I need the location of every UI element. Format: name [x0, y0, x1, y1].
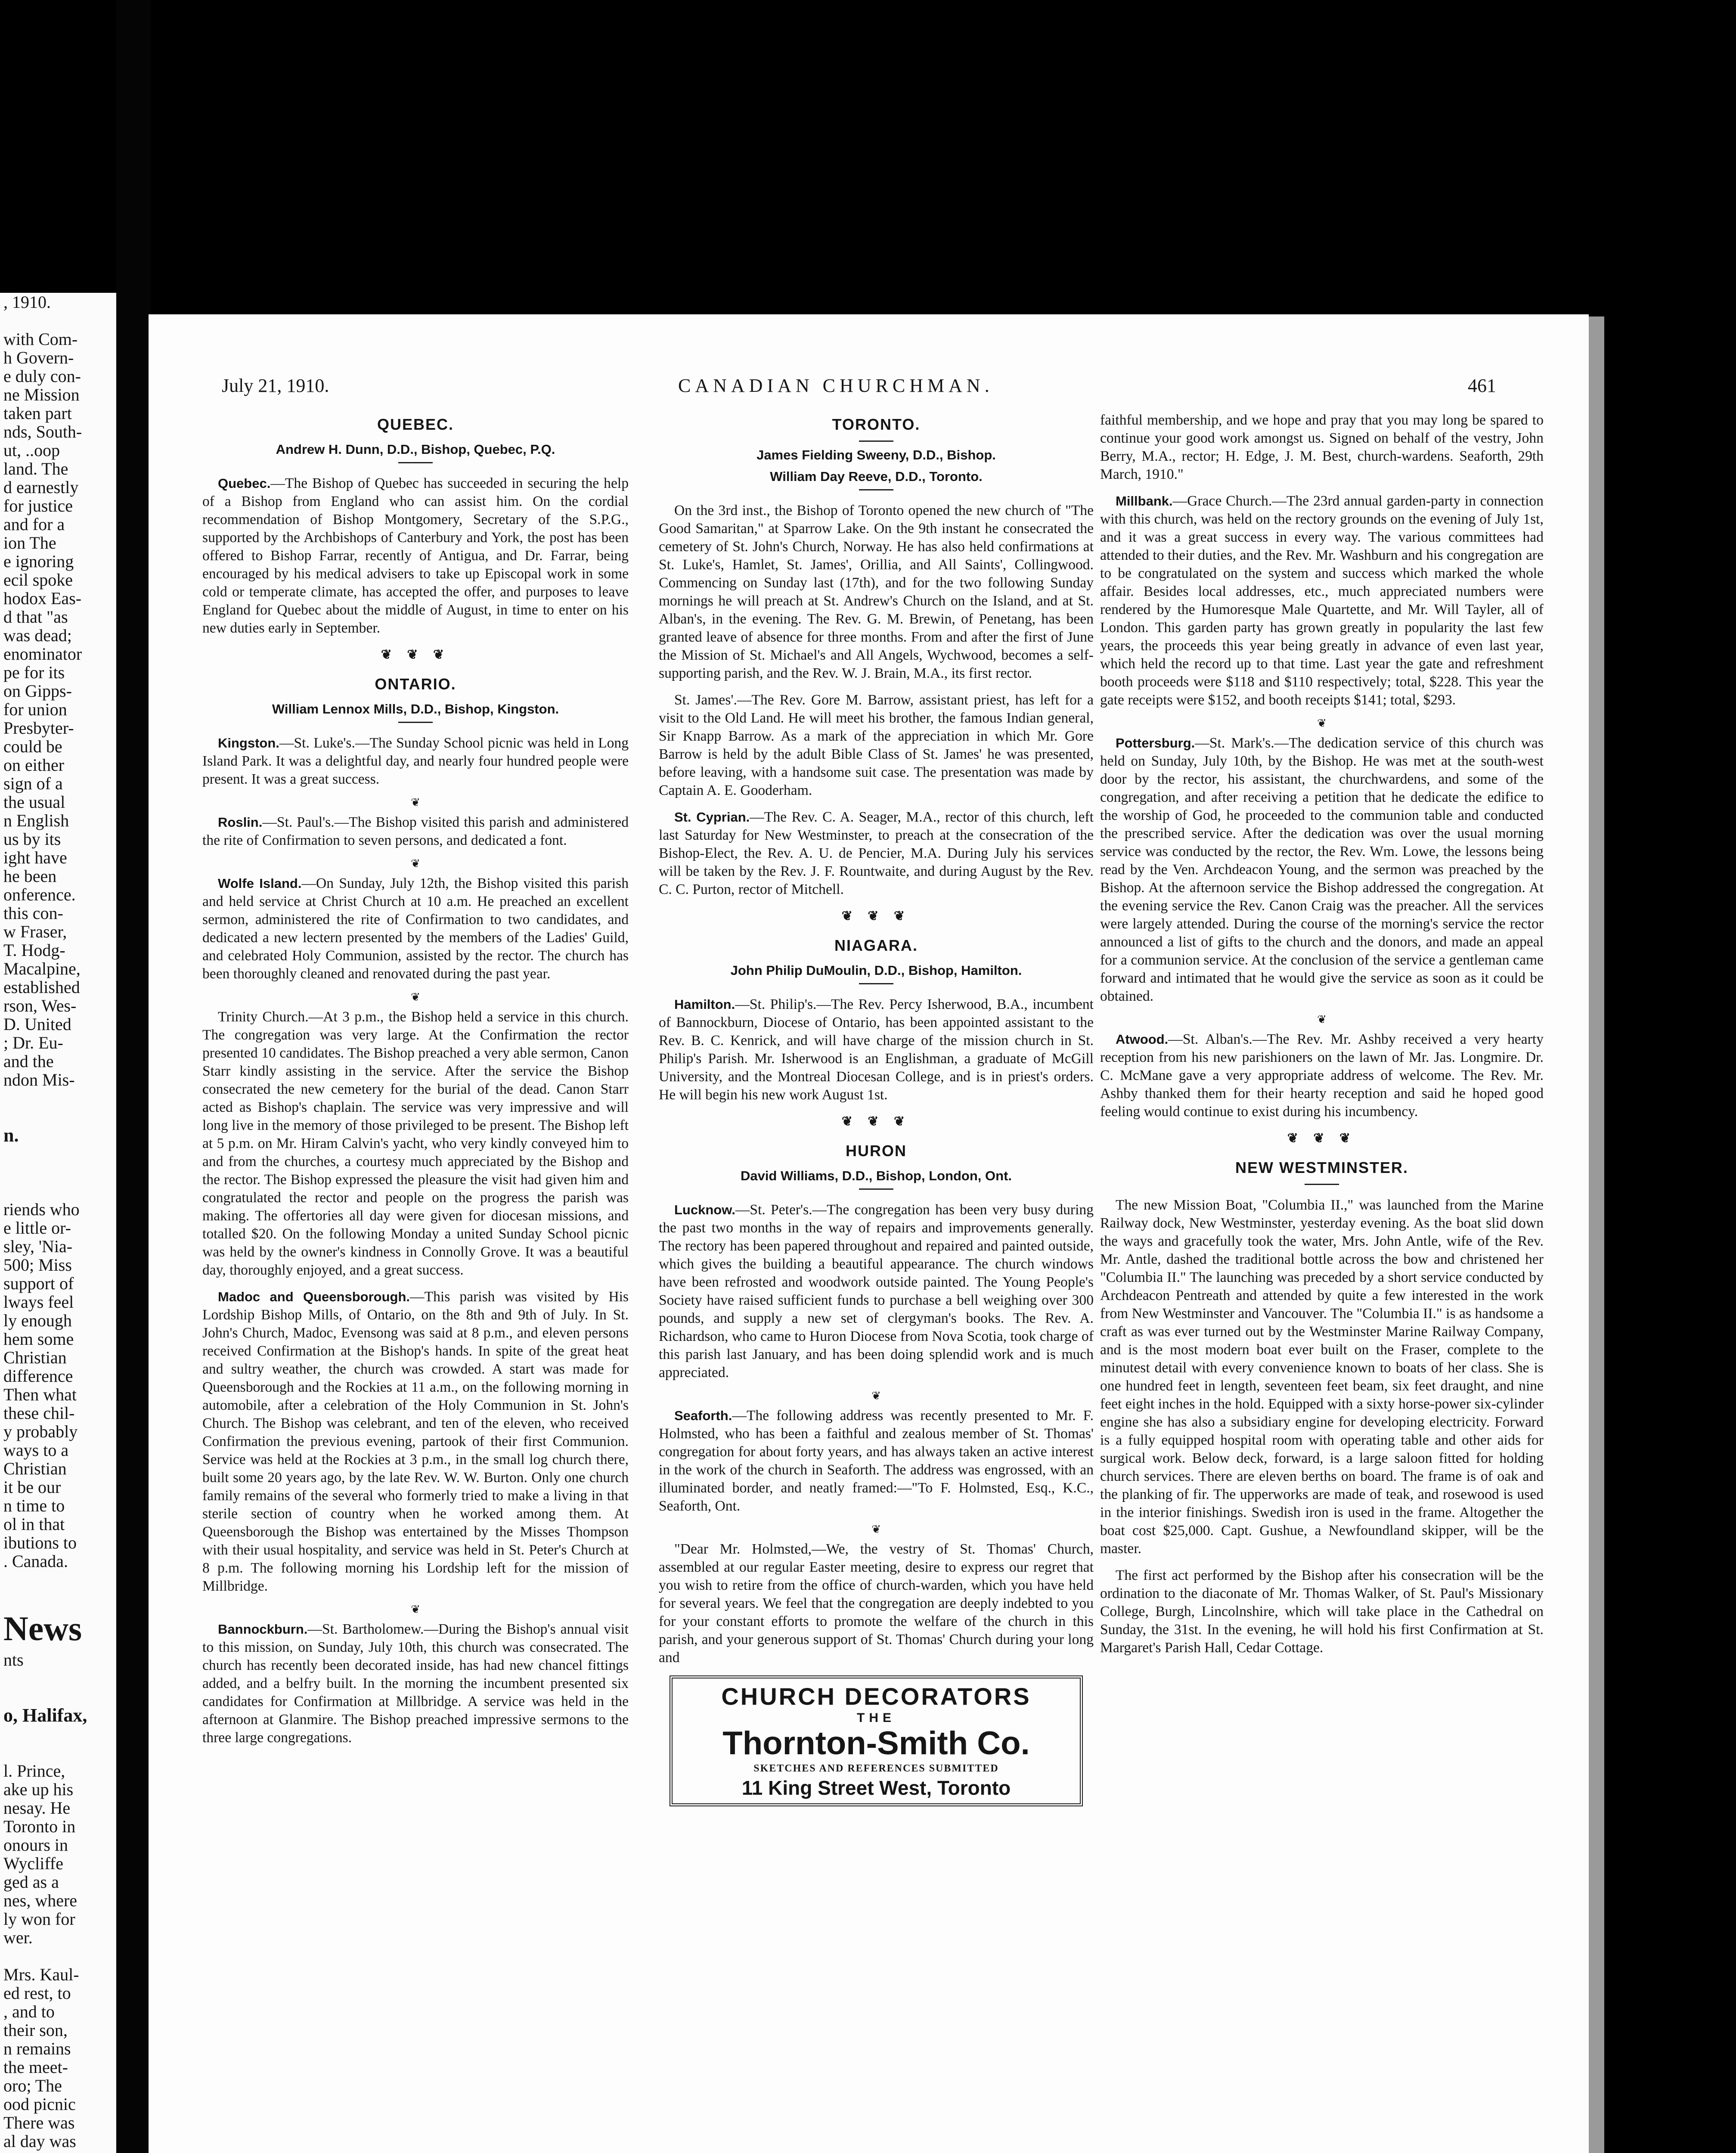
separator-ornament: ❦ [411, 857, 420, 870]
place-name: Atwood. [1116, 1032, 1169, 1047]
separator-ornament: ❦ [411, 991, 420, 1003]
fragment-line: ways to a [3, 1440, 69, 1460]
article-paragraph [659, 1540, 1094, 1667]
fragment-line: l. Prince, [3, 1761, 65, 1781]
fragment-line: n English [3, 811, 69, 830]
place-name: Lucknow. [674, 1202, 735, 1217]
fragment-line: n. [3, 1125, 19, 1146]
paragraph-text: —St. Luke's.—The Sunday School picnic was held in Long Island Park. It was a delightful day, and nearly four hundred people were present. It was a great success. [202, 735, 629, 787]
fragment-line: ion The [3, 533, 56, 552]
fragment-line: difference [3, 1366, 73, 1386]
fragment-line: taken part [3, 403, 72, 423]
bishop-line-quebec: Andrew H. Dunn, D.D., Bishop, Quebec, P.Q. [276, 442, 555, 457]
place-name: Wolfe Island. [218, 876, 302, 891]
column-2 [659, 411, 1094, 1806]
section-ornament: ❦ ❦ ❦ [1287, 1131, 1357, 1145]
place-name: St. Cyprian. [674, 810, 750, 825]
fragment-line: enominator [3, 644, 82, 664]
fragment-line: ood picnic [3, 2094, 76, 2114]
ad-line-1: CHURCH DECORATORS [721, 1683, 1031, 1710]
article-paragraph [202, 875, 629, 983]
fragment-line: ; Dr. Eu- [3, 1033, 63, 1052]
fragment-line: ne Mission [3, 385, 80, 404]
fragment-line: d that "as [3, 607, 68, 627]
fragment-line: ed rest, to [3, 1983, 71, 2003]
fragment-line: ake up his [3, 1780, 74, 1799]
paragraph-text: —The following address was recently presented to Mr. F. Holmsted, who has been a faithful and zealous member of St. Thomas' congregation for about forty years, and has always taken an active interest in the work of the church in Seaforth. The address was engrossed, with an illuminated border, and neatly framed:—"To F. Holmsted, Esq., K.C., Seaforth, Ont. [659, 1408, 1094, 1514]
fragment-line: ight have [3, 848, 67, 867]
fragment-line: ut, ..oop [3, 441, 60, 460]
paragraph-text: —The Bishop of Quebec has succeeded in securing the help of a Bishop from England who can assist him. On the cordial recommendation of Bishop Montgomery, Secretary of the S.P.G., supported by the Archbishops of Canterbury and York, the post has been offered to Bishop Farrar, recently of Antigua, and Dr. Farrar, being encouraged by his medical advisers to take up Episcopal work in some cold or temperate climate, has accepted the offer, and purposes to leave England for Quebec about the middle of August, in time to enter on his new duties early in September. [202, 475, 629, 636]
article-paragraph [1100, 1196, 1544, 1558]
article-paragraph [1100, 492, 1544, 709]
fragment-line: this con- [3, 903, 63, 923]
fragment-line: ged as a [3, 1872, 59, 1892]
bishop-line-huron: David Williams, D.D., Bishop, London, Ont. [740, 1168, 1012, 1183]
bishop-line-toronto-2: William Day Reeve, D.D., Toronto. [770, 469, 983, 484]
fragment-line: on Gipps- [3, 681, 72, 701]
niagara-items [659, 996, 1094, 1104]
fragment-line: rson, Wes- [3, 996, 77, 1015]
fragment-line: w Fraser, [3, 922, 67, 941]
fragment-line: Presbyter- [3, 718, 74, 738]
fragment-line: e little or- [3, 1218, 71, 1238]
separator-ornament: ❦ [871, 1523, 881, 1536]
fragment-line: the usual [3, 792, 65, 812]
fragment-line: ecil spoke [3, 570, 73, 589]
continued-paragraph: faithful membership, and we hope and pray that you may long be spared to continue your good work amongst us. Signed on behalf of the vestry, John Berry, M.A., rector; H. Edge, J. M. Best, church-wardens. Seaforth, 29th March, 1910." [1100, 412, 1544, 482]
paragraph-text: —St. Bartholomew.—During the Bishop's annual visit to this mission, on Sunday, July 10th, this church was consecrated. The church has recently been decorated inside, has had new chancel fittings added, and a belfry built. In the morning the incumbent presented six candidates for Confirmation at Millbridge. A service was held in the afternoon at Glanmire. The Bishop preached impressive sermons to the three large congregations. [202, 1621, 629, 1746]
fragment-line: nds, South- [3, 422, 82, 441]
paragraph-text: Trinity Church.—At 3 p.m., the Bishop held a service in this church. The congregation was very large. At the Confirmation the rector presented 10 candidates. The Bishop preached a very able sermon, Canon Starr kindly assisting in the service. After the service the Bishop consecrated the new cemetery for the burial of the dead. Canon Starr acted as Bishop's chaplain. The service was very impressive and will long live in the memory of those privileged to be present. The Bishop left at 5 p.m. on Mr. Hiram Calvin's yacht, who very kindly conveyed him to and from the churches, a courtesy much appreciated by the Bishop and the rector. The Bishop expressed the pleasure the visit had given him and congratulated the rector and people on the progress the parish was making. The offertories all day were given for diocesan missions, and totalled $20. On the following Monday a united Sunday School picnic was held by the owner's kindness in Connolly Grove. It was a beautiful day, thoroughly enjoyed, and a great success. [202, 1009, 629, 1278]
fragment-line: Wycliffe [3, 1854, 64, 1873]
fragment-line: d earnestly [3, 478, 79, 497]
fragment-line: lways feel [3, 1292, 74, 1312]
article-paragraph [202, 475, 629, 637]
article-paragraph [202, 813, 629, 850]
ad-company-name: Thornton-Smith Co. [722, 1725, 1030, 1762]
fragment-line: T. Hodg- [3, 940, 65, 960]
place-name: Kingston. [218, 735, 279, 751]
article-paragraph [202, 1008, 629, 1279]
paragraph-text: —On Sunday, July 12th, the Bishop visited this parish and held service at Christ Church at 10 a.m. He preached an excellent sermon, administered the rite of Confirmation to two candidates, and dedicated a new lectern presented by the members of the Ladies' Guild, and celebrated Holy Communion, assisted by the rector. The church has been thoroughly cleaned and renovated during the past year. [202, 875, 629, 982]
fragment-line: could be [3, 737, 62, 756]
fragment-line: There was [3, 2113, 75, 2132]
bishop-line-niagara: John Philip DuMoulin, D.D., Bishop, Hamilton. [730, 963, 1022, 978]
bishop-line-ontario: William Lennox Mills, D.D., Bishop, Kingston. [272, 701, 559, 717]
fragment-line: News [3, 1610, 82, 1648]
section-heading-quebec: QUEBEC. [377, 416, 454, 433]
page-date: July 21, 1910. [222, 375, 329, 396]
bishop-line-toronto-1: James Fielding Sweeny, D.D., Bishop. [756, 447, 996, 462]
paragraph-text: The new Mission Boat, "Columbia II.," was launched from the Marine Railway dock, New Westminster, yesterday evening. As the boat slid down the ways and gracefully took the water, Mrs. John Antle, wife of the Rev. Mr. Antle, dashed the traditional bottle across the bow and christened her "Columbia II." The launching was preceded by a short service conducted by Archdeacon Pentreath and attended by quite a few interested in the work from New Westminster and Vancouver. The "Columbia II." is as handsome a craft as was ever turned out by the Westminster Marine Railway Company, and is the most modern boat ever built on the Fraser, complete to the minutest detail with every convenience known to boats of her class. She is one hundred feet in length, seventeen feet beam, six feet draught, and nine feet eight inches in the hold. Equipped with a sixty horse-power six-cylinder engine she has also a subsidiary engine for developing electricity. Forward is a fully equipped hospital room with operating table and other aids for surgical work. Below deck, forward, is a large saloon fitted for holding church services. There are eleven berths on board. The frame is of oak and the planking of fir. The upperworks are made of teak, and rosewood is used in the interior finishings. Swedish iron is used in the frame. Altogether the boat cost $25,000. Capt. Gushue, a Newfoundland skipper, will be the master. [1100, 1197, 1544, 1557]
fragment-line: riends who [3, 1200, 80, 1219]
fragment-line: it be our [3, 1477, 61, 1497]
fragment-line: ol in that [3, 1514, 65, 1534]
fragment-line: these chil- [3, 1403, 75, 1423]
ontario-items [202, 734, 629, 1747]
fragment-line: oro; The [3, 2076, 62, 2095]
article-paragraph [1100, 1567, 1544, 1657]
rule [859, 983, 893, 984]
article-paragraph [202, 1620, 629, 1747]
article-paragraph [202, 734, 629, 788]
article-paragraph [659, 1201, 1094, 1382]
new-westminster-items [1100, 1196, 1544, 1657]
fragment-line: sign of a [3, 774, 63, 793]
paragraph-text: —St. Philip's.—The Rev. Percy Isherwood, B.A., incumbent of Bannockburn, Diocese of Ontario, has been appointed assistant to the Rev. B. C. Kenrick, and will have charge of the mission church in St. Philip's Parish. Mr. Isherwood is an Englishman, a graduate of McGill University, and the Montreal Diocesan College, and is in priest's orders. He will begin his new work August 1st. [659, 996, 1094, 1103]
fragment-line: nes, where [3, 1891, 78, 1910]
rule [859, 1188, 893, 1190]
newspaper-page [149, 314, 1589, 2153]
fragment-line: e duly con- [3, 366, 81, 386]
fragment-line: 500; Miss [3, 1255, 72, 1275]
article-paragraph [1100, 1030, 1544, 1121]
fragment-line: support of [3, 1274, 74, 1293]
section-heading-toronto: TORONTO. [832, 416, 921, 433]
huron-items [659, 1201, 1094, 1667]
place-name: Hamilton. [674, 997, 735, 1012]
section-heading-niagara: NIAGARA. [834, 937, 918, 954]
article-paragraph [659, 502, 1094, 683]
fragment-line: their son, [3, 2020, 68, 2040]
paragraph-text: —St. Mark's.—The dedication service of this church was held on Sunday, July 10th, by the Bishop. He was met at the south-west door by the rector, his assistant, the churchwardens, and some of the congregation, and after receiving a petition that he dedicate the edifice to the worship of God, he proceeded to the communion table and conducted the prescribed service. After the dedication was over the usual morning service was conducted by the rector, the Rev. Wm. Lowe, the lessons being read by the Ven. Archdeacon Young, and the sermon was preached by the Bishop. At the afternoon service the Bishop addressed the congregation. At the evening service the Rev. Canon Craig was the preacher. All the services were largely attended. During the course of the morning's service the rector announced a list of gifts to the church and the donors, and made an appeal for a communion service. At the conclusion of the service a gentleman came forward and intimated that he would give the service as soon as it could be obtained. [1100, 735, 1544, 1004]
toronto-items [659, 502, 1094, 899]
fragment-line: ndon Mis- [3, 1070, 75, 1089]
fragment-line: hodox Eas- [3, 589, 82, 608]
rule [859, 489, 893, 490]
section-heading-new-westminster: NEW WESTMINSTER. [1235, 1159, 1408, 1176]
ad-address: 11 King Street West, Toronto [741, 1777, 1011, 1799]
fragment-line: onference. [3, 885, 76, 904]
article-paragraph [202, 1288, 629, 1595]
ad-line-2: THE [857, 1711, 896, 1725]
fragment-line: Toronto in [3, 1817, 76, 1836]
fragment-line: o, Halifax, [3, 1705, 87, 1726]
book-gutter [116, 0, 151, 2153]
article-paragraph [1100, 734, 1544, 1005]
page-edge [1589, 316, 1604, 2153]
section-heading-ontario: ONTARIO. [375, 675, 456, 693]
fragment-line: Mrs. Kaul- [3, 1965, 79, 1984]
fragment-line: and the [3, 1052, 54, 1071]
fragment-line: for justice [3, 496, 73, 515]
section-ornament: ❦ ❦ ❦ [841, 1114, 911, 1129]
fragment-line: , 1910. [3, 293, 51, 312]
fragment-line: . Canada. [3, 1551, 68, 1571]
place-name: Millbank. [1116, 493, 1173, 509]
fragment-line: wer. [3, 1928, 33, 1947]
separator-ornament: ❦ [411, 1603, 420, 1616]
masthead-title: CANADIAN CHURCHMAN. [678, 375, 994, 396]
paragraph-text: The first act performed by the Bishop after his consecration will be the ordination to the diaconate of Mr. Thomas Walker, of St. Paul's Missionary College, Burgh, Lincolnshire, which will take place in the Cathedral on Sunday, the 31st. In the evening, he will hold his first Confirmation at St. Margaret's Parish Hall, Cedar Cottage. [1100, 1567, 1544, 1656]
fragment-line: the meet- [3, 2057, 68, 2077]
place-name: Roslin. [218, 815, 263, 830]
separator-ornament: ❦ [1317, 717, 1327, 729]
fragment-line: hem some [3, 1329, 74, 1349]
place-name: Madoc and Queensborough. [218, 1289, 410, 1304]
section-heading-huron: HURON [846, 1142, 907, 1160]
place-name: Bannockburn. [218, 1622, 308, 1637]
column-1 [202, 411, 629, 1756]
separator-ornament: ❦ [411, 796, 420, 809]
fragment-line: n time to [3, 1496, 65, 1515]
fragment-line: was dead; [3, 626, 72, 645]
paragraph-text: —St. Alban's.—The Rev. Mr. Ashby received a very hearty reception from his new parishioners on the lawn of Mr. Jas. Longmire. Dr. C. McMane gave a very appropriate address of welcome. The Rev. Mr. Ashby thanked them for their hearty reception and said he hoped good feeling would continue to exist during his incumbency. [1100, 1031, 1544, 1120]
rule [398, 722, 433, 723]
paragraph-text: —This parish was visited by His Lordship Bishop Mills, of Ontario, on the 8th and 9th of July. In St. John's Church, Madoc, Evensong was said at 8 p.m., and eleven persons received Confirmation at the Bishop's hands. In spite of the great heat and sultry weather, the church was crowded. A start was made for Queensborough and the Rockies at 11 a.m., on the following morning in automobile, after a celebration of the Holy Communion in St. John's Church. The Bishop was celebrant, and ten of the eleven, who received Confirmation the previous evening, partook of their first Communion. Service was held at the Rockies at 3 p.m., in the small log church there, built some 20 years ago, by the late Rev. W. W. Burton. Only one church family remains of the several who formerly tried to make a living in that sterile section of country when he worked among them. At Queensborough the Bishop was entertained by the Misses Thompson with their usual hospitality, and service was held in St. Peter's Church at 8 p.m. The following morning his Lordship left for the mission of Millbridge. [202, 1289, 629, 1594]
place-name: Pottersburg. [1116, 735, 1195, 751]
fragment-line: al day was [3, 2131, 76, 2151]
huron-items-continued [1100, 492, 1544, 1121]
fragment-line: ly enough [3, 1311, 72, 1330]
fragment-line: n remains [3, 2039, 71, 2058]
fragment-line: and for a [3, 515, 65, 534]
fragment-line: on either [3, 755, 65, 775]
fragment-line: ly won for [3, 1909, 75, 1929]
fragment-line: established [3, 977, 80, 997]
page-number: 461 [1468, 375, 1496, 396]
rule [1305, 1184, 1339, 1185]
rule [859, 441, 893, 442]
paragraph-text: "Dear Mr. Holmsted,—We, the vestry of St. Thomas' Church, assembled at our regular Easter meeting, desire to express our regret that you wish to retire from the office of church-warden, which you have held for several years. We feel that the congregation are deeply indebted to you for your constant efforts to promote the welfare of the church in this parish, and your generous support of St. Thomas' Church during your long and [659, 1541, 1094, 1666]
fragment-line: Then what [3, 1385, 77, 1404]
paragraph-text: On the 3rd inst., the Bishop of Toronto opened the new church of "The Good Samaritan," at Sparrow Lake. On the 9th instant he consecrated the cemetery of St. John's Church, Norway. He has also held confirmations at St. Luke's, Hamlet, St. James', Orillia, and All Saints', Collingwood. Commencing on Sunday last (17th), and for the two following Sunday mornings he will preach at St. Andrew's Church on the Island, and at St. Alban's, in the evening. The Rev. G. M. Brewin, of Penetang, has been granted leave of absence for three months. From and after the first of June the Mission of St. Michael's and All Angels, Wychwood, becomes a self-supporting parish, and the Rev. W. J. Brain, M.A., its first rector. [659, 503, 1094, 681]
section-ornament: ❦ ❦ ❦ [381, 648, 450, 662]
rule [398, 462, 433, 463]
fragment-line: Macalpine, [3, 959, 81, 978]
fragment-line: pe for its [3, 663, 65, 682]
fragment-line: he been [3, 866, 57, 886]
fragment-line: h Govern- [3, 348, 74, 367]
paragraph-text: St. James'.—The Rev. Gore M. Barrow, assistant priest, has left for a visit to the Old Land. He will meet his brother, the famous Indian general, Sir Knapp Barrow. As a mark of the appreciation in which Mr. Gore Barrow is held by the adult Bible Class of St. James' he was presented, before leaving, with a handsome suit case. The presentation was made by Captain A. E. Gooderham. [659, 692, 1094, 798]
paragraph-text: —St. Paul's.—The Bishop visited this parish and administered the rite of Confirmation to seven persons, and dedicated a font. [202, 814, 629, 848]
fragment-line: D. United [3, 1014, 71, 1034]
article-paragraph [659, 996, 1094, 1104]
separator-ornament: ❦ [1317, 1013, 1327, 1026]
fragment-line: y probably [3, 1422, 78, 1441]
quebec-items [202, 475, 629, 637]
column-3 [1100, 411, 1544, 1666]
fragment-line: land. The [3, 459, 68, 478]
fragment-line: Christian [3, 1348, 67, 1367]
fragment-line: us by its [3, 829, 61, 849]
separator-ornament: ❦ [871, 1390, 881, 1402]
section-ornament: ❦ ❦ ❦ [841, 909, 911, 923]
fragment-line: Christian [3, 1459, 67, 1478]
place-name: Quebec. [218, 476, 271, 491]
ad-line-4: SKETCHES AND REFERENCES SUBMITTED [753, 1763, 999, 1774]
advertisement-box [670, 1675, 1083, 1806]
paragraph-text: —St. Peter's.—The congregation has been very busy during the past two months in the way of repairs and improvements generally. The rectory has been papered throughout and repaired and painted outside, which gives the building a beautiful appearance. The church windows have been refrosted and woodwork outside painted. The Young People's Society have raised sufficient funds to purchase a bell weighing over 300 pounds, and supply a new set of clergyman's books. The Rev. A. Richardson, who came to Huron Diocese from Nova Scotia, took charge of this parish last January, and has been doing splendid work and is much appreciated. [659, 1202, 1094, 1381]
article-paragraph [659, 808, 1094, 899]
paragraph-text: —Grace Church.—The 23rd annual garden-party in connection with this church, was held on the rectory grounds on the evening of July 1st, and it was a great success in every way. The various committees had attended to their duties, and the Rev. Mr. Washburn and his congregation are to be congratulated on the system and success which marked the whole affair. Besides local addresses, etc., much appreciated numbers were rendered by the Humoresque Male Quartette, and Mr. Will Tayler, all of London. This garden party has grown greatly in popularity the last few years, the proceeds this year being greatly in advance of even last year, which held the record up to that time. Last year the gate and refreshment booth proceeds were $118 and $110 respectively; total, $228. This year the gate receipts were $152, and booth receipts $141; total, $293. [1100, 493, 1544, 708]
fragment-line: nts [3, 1650, 24, 1669]
fragment-line: for union [3, 700, 67, 719]
place-name: Seaforth. [674, 1408, 732, 1423]
fragment-line: onours in [3, 1835, 68, 1855]
fragment-line: nesay. He [3, 1798, 71, 1818]
paragraph-text: —The Rev. C. A. Seager, M.A., rector of this church, left last Saturday for New Westminster, to preach at the consecration of the Bishop-Elect, the Rev. A. U. de Pencier, M.A. During July his services will be taken by the Rev. J. F. Rountwaite, and during August by the Rev. C. C. Purton, rector of Mitchell. [659, 809, 1094, 897]
fragment-line: e ignoring [3, 552, 74, 571]
fragment-line: with Com- [3, 329, 78, 349]
article-paragraph [659, 1407, 1094, 1515]
fragment-line: ibutions to [3, 1533, 77, 1552]
fragment-line: , and to [3, 2002, 55, 2021]
article-paragraph [659, 691, 1094, 800]
fragment-line: sley, 'Nia- [3, 1237, 73, 1256]
